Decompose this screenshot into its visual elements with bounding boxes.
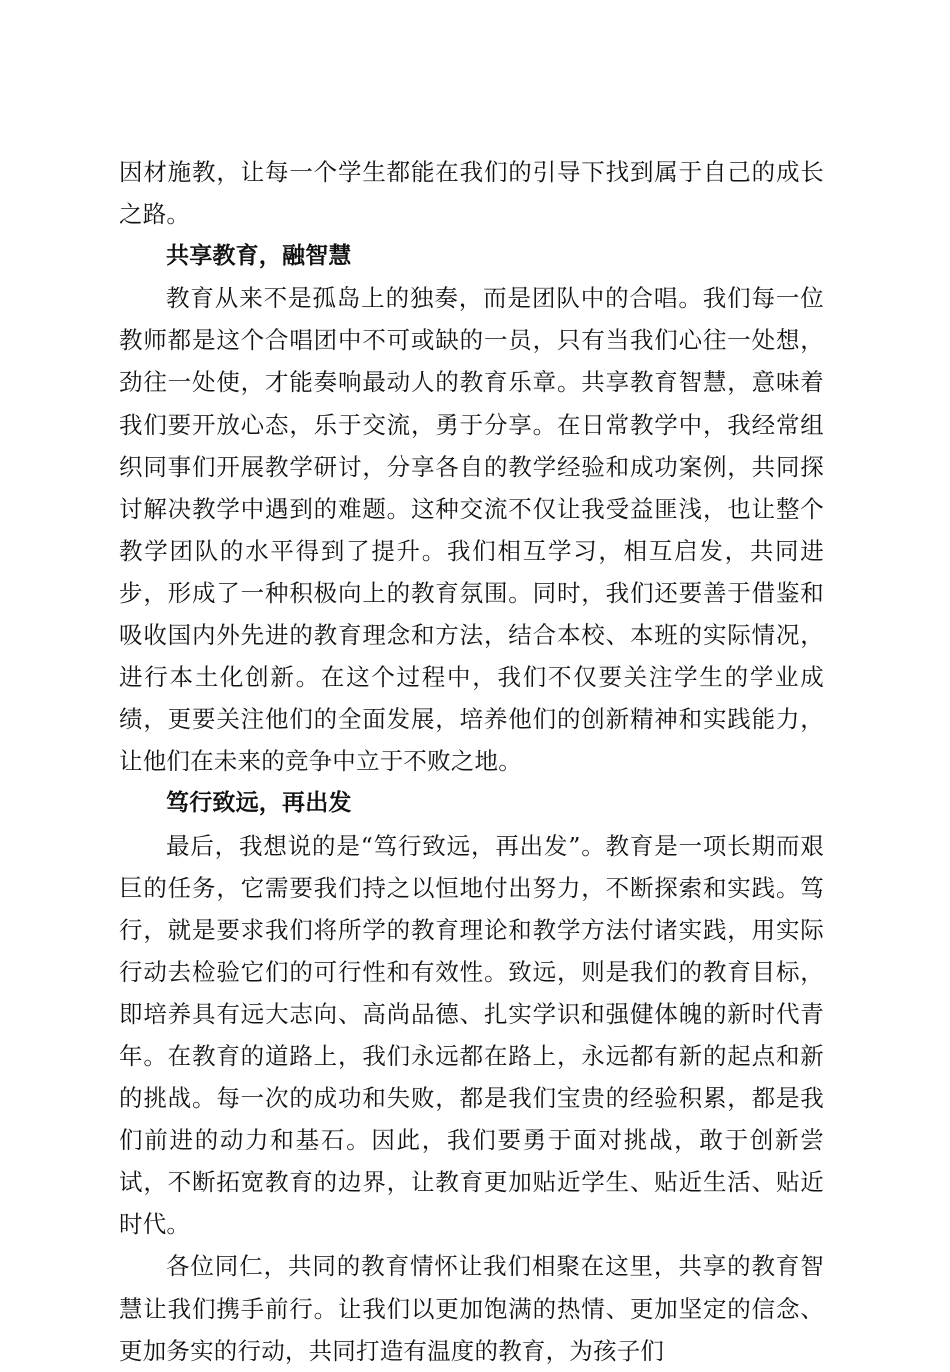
paragraph-shared-education: 教育从来不是孤岛上的独奏，而是团队中的合唱。我们每一位教师都是这个合唱团中不可或缺的一员，只有当我们心往一处想，劲往一处使，才能奏响最动人的教育乐章。共享教育智慧，意味着我们要开放心态，乐于交流，勇于分享。在日常教学中，我经常组织同事们开展教学研讨，分享各自的教学经验和成功案例，共同探讨解决教学中遇到的难题。这种交流不仅让我受益匪浅，也让整个教学团队的水平得到了提升。我们相互学习，相互启发，共同进步，形成了一种积极向上的教育氛围。同时，我们还要善于借鉴和吸收国内外先进的教育理念和方法，结合本校、本班的实际情况，进行本土化创新。在这个过程中，我们不仅要关注学生的学业成绩，更要关注他们的全面发展，培养他们的创新精神和实践能力，让他们在未来的竞争中立于不败之地。: [119, 284, 824, 776]
document-body: [119, 151, 824, 1372]
paragraph-closing: 各位同仁，共同的教育情怀让我们相聚在这里，共享的教育智慧让我们携手前行。让我们以更加饱满的热情、更加坚定的信念、更加务实的行动，共同打造有温度的教育，为孩子们: [119, 1252, 824, 1365]
paragraph-continuation: 因材施教，让每一个学生都能在我们的引导下找到属于自己的成长之路。: [119, 158, 824, 229]
paragraph-steady-progress: 最后，我想说的是“笃行致远，再出发”。教育是一项长期而艰巨的任务，它需要我们持之以恒地付出努力，不断探索和实践。笃行，就是要求我们将所学的教育理论和教学方法付诸实践，用实际行动去检验它们的可行性和有效性。致远，则是我们的教育目标，即培养具有远大志向、高尚品德、扎实学识和强健体魄的新时代青年。在教育的道路上，我们永远都在路上，永远都有新的起点和新的挑战。每一次的成功和失败，都是我们宝贵的经验积累，都是我们前进的动力和基石。因此，我们要勇于面对挑战，敢于创新尝试，不断拓宽教育的边界，让教育更加贴近学生、贴近生活、贴近时代。: [119, 831, 824, 1239]
section-heading-steady-progress: 笃行致远，再出发: [166, 790, 352, 817]
section-heading-shared-education: 共享教育，融智慧: [166, 243, 352, 270]
